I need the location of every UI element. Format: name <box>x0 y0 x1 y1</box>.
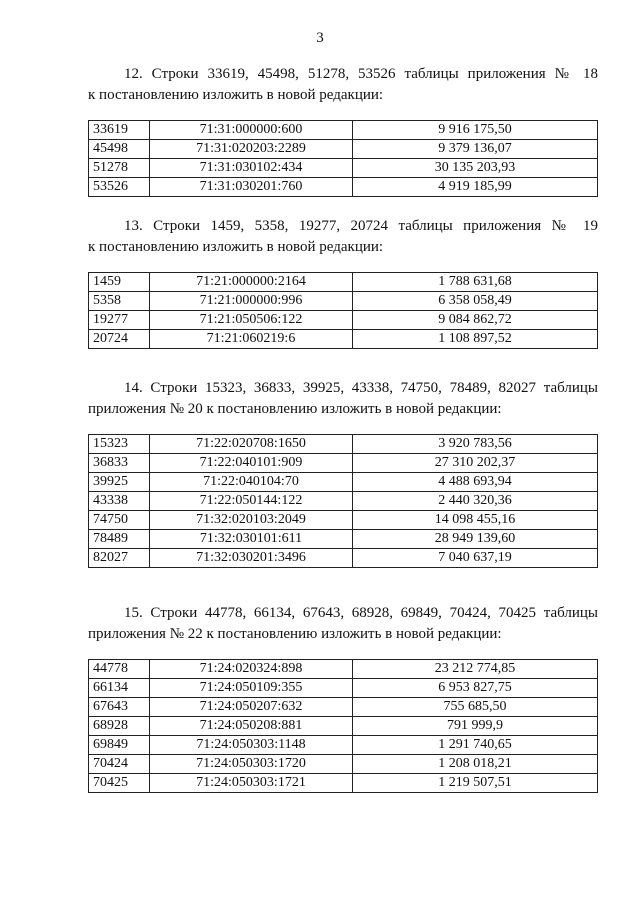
table-row <box>89 330 598 349</box>
row-id-cell: 82027 <box>89 549 150 568</box>
amendment-table <box>88 434 598 568</box>
cadastral-number-cell: 71:21:000000:2164 <box>150 273 353 292</box>
row-id-cell: 69849 <box>89 736 150 755</box>
cadastral-number-cell: 71:21:060219:6 <box>150 330 353 349</box>
table-row <box>89 292 598 311</box>
row-id-cell: 53526 <box>89 178 150 197</box>
cadastral-number-cell: 71:24:050208:881 <box>150 717 353 736</box>
cadastral-number-cell: 71:24:050303:1720 <box>150 755 353 774</box>
cadastral-value-cell: 4 919 185,99 <box>353 178 598 197</box>
cadastral-value-cell: 14 098 455,16 <box>353 511 598 530</box>
table-row <box>89 178 598 197</box>
amendment-table <box>88 659 598 793</box>
table-row <box>89 159 598 178</box>
cadastral-value-cell: 791 999,9 <box>353 717 598 736</box>
table-row <box>89 755 598 774</box>
row-id-cell: 39925 <box>89 473 150 492</box>
amendment-section <box>88 216 598 349</box>
row-id-cell: 33619 <box>89 121 150 140</box>
amendment-section <box>88 378 598 568</box>
paragraph-line: 12. Строки 33619, 45498, 51278, 53526 таблицы приложения № 18 <box>124 66 598 82</box>
amendment-table <box>88 272 598 349</box>
table-row <box>89 121 598 140</box>
cadastral-value-cell: 9 916 175,50 <box>353 121 598 140</box>
cadastral-number-cell: 71:24:050303:1148 <box>150 736 353 755</box>
cadastral-number-cell: 71:24:050109:355 <box>150 679 353 698</box>
amendment-paragraph <box>88 64 598 106</box>
amendment-section <box>88 603 598 793</box>
amendment-section <box>88 64 598 197</box>
cadastral-number-cell: 71:24:020324:898 <box>150 660 353 679</box>
table-row <box>89 736 598 755</box>
cadastral-value-cell: 6 953 827,75 <box>353 679 598 698</box>
table-row <box>89 473 598 492</box>
cadastral-value-cell: 27 310 202,37 <box>353 454 598 473</box>
row-id-cell: 74750 <box>89 511 150 530</box>
cadastral-value-cell: 23 212 774,85 <box>353 660 598 679</box>
table-row <box>89 717 598 736</box>
table-row <box>89 774 598 793</box>
table-row <box>89 511 598 530</box>
cadastral-number-cell: 71:31:030102:434 <box>150 159 353 178</box>
row-id-cell: 78489 <box>89 530 150 549</box>
paragraph-line: приложения № 20 к постановлению изложить в новой редакции: <box>88 401 502 417</box>
cadastral-number-cell: 71:32:030201:3496 <box>150 549 353 568</box>
row-id-cell: 44778 <box>89 660 150 679</box>
row-id-cell: 20724 <box>89 330 150 349</box>
table-row <box>89 492 598 511</box>
cadastral-value-cell: 28 949 139,60 <box>353 530 598 549</box>
cadastral-number-cell: 71:31:030201:760 <box>150 178 353 197</box>
cadastral-number-cell: 71:22:040101:909 <box>150 454 353 473</box>
row-id-cell: 5358 <box>89 292 150 311</box>
page-number: 3 <box>316 30 324 46</box>
cadastral-value-cell: 1 788 631,68 <box>353 273 598 292</box>
paragraph-line: к постановлению изложить в новой редакции: <box>88 239 384 255</box>
amendment-paragraph <box>88 216 598 258</box>
cadastral-value-cell: 9 379 136,07 <box>353 140 598 159</box>
amendment-paragraph <box>88 603 598 645</box>
row-id-cell: 19277 <box>89 311 150 330</box>
cadastral-number-cell: 71:31:000000:600 <box>150 121 353 140</box>
row-id-cell: 70425 <box>89 774 150 793</box>
cadastral-number-cell: 71:21:050506:122 <box>150 311 353 330</box>
table-row <box>89 660 598 679</box>
paragraph-line: к постановлению изложить в новой редакции: <box>88 87 384 103</box>
row-id-cell: 45498 <box>89 140 150 159</box>
row-id-cell: 36833 <box>89 454 150 473</box>
amendment-paragraph <box>88 378 598 420</box>
cadastral-number-cell: 71:22:020708:1650 <box>150 435 353 454</box>
cadastral-number-cell: 71:22:040104:70 <box>150 473 353 492</box>
cadastral-number-cell: 71:32:020103:2049 <box>150 511 353 530</box>
cadastral-value-cell: 1 108 897,52 <box>353 330 598 349</box>
row-id-cell: 1459 <box>89 273 150 292</box>
paragraph-line: 13. Строки 1459, 5358, 19277, 20724 таблицы приложения № 19 <box>124 218 598 234</box>
cadastral-number-cell: 71:22:050144:122 <box>150 492 353 511</box>
table-row <box>89 435 598 454</box>
cadastral-number-cell: 71:31:020203:2289 <box>150 140 353 159</box>
table-row <box>89 273 598 292</box>
cadastral-value-cell: 1 219 507,51 <box>353 774 598 793</box>
table-row <box>89 140 598 159</box>
cadastral-number-cell: 71:32:030101:611 <box>150 530 353 549</box>
amendment-table <box>88 120 598 197</box>
row-id-cell: 51278 <box>89 159 150 178</box>
cadastral-value-cell: 4 488 693,94 <box>353 473 598 492</box>
paragraph-line: приложения № 22 к постановлению изложить в новой редакции: <box>88 626 502 642</box>
cadastral-value-cell: 7 040 637,19 <box>353 549 598 568</box>
table-row <box>89 530 598 549</box>
cadastral-value-cell: 9 084 862,72 <box>353 311 598 330</box>
row-id-cell: 70424 <box>89 755 150 774</box>
cadastral-value-cell: 1 208 018,21 <box>353 755 598 774</box>
cadastral-value-cell: 755 685,50 <box>353 698 598 717</box>
row-id-cell: 66134 <box>89 679 150 698</box>
cadastral-number-cell: 71:24:050303:1721 <box>150 774 353 793</box>
cadastral-value-cell: 1 291 740,65 <box>353 736 598 755</box>
cadastral-value-cell: 2 440 320,36 <box>353 492 598 511</box>
table-row <box>89 454 598 473</box>
row-id-cell: 68928 <box>89 717 150 736</box>
cadastral-value-cell: 30 135 203,93 <box>353 159 598 178</box>
paragraph-line: 14. Строки 15323, 36833, 39925, 43338, 74750, 78489, 82027 таблицы <box>124 380 598 396</box>
table-row <box>89 549 598 568</box>
cadastral-value-cell: 6 358 058,49 <box>353 292 598 311</box>
table-row <box>89 698 598 717</box>
cadastral-number-cell: 71:21:000000:996 <box>150 292 353 311</box>
table-row <box>89 679 598 698</box>
row-id-cell: 43338 <box>89 492 150 511</box>
table-row <box>89 311 598 330</box>
row-id-cell: 15323 <box>89 435 150 454</box>
paragraph-line: 15. Строки 44778, 66134, 67643, 68928, 69849, 70424, 70425 таблицы <box>124 605 598 621</box>
row-id-cell: 67643 <box>89 698 150 717</box>
cadastral-value-cell: 3 920 783,56 <box>353 435 598 454</box>
cadastral-number-cell: 71:24:050207:632 <box>150 698 353 717</box>
